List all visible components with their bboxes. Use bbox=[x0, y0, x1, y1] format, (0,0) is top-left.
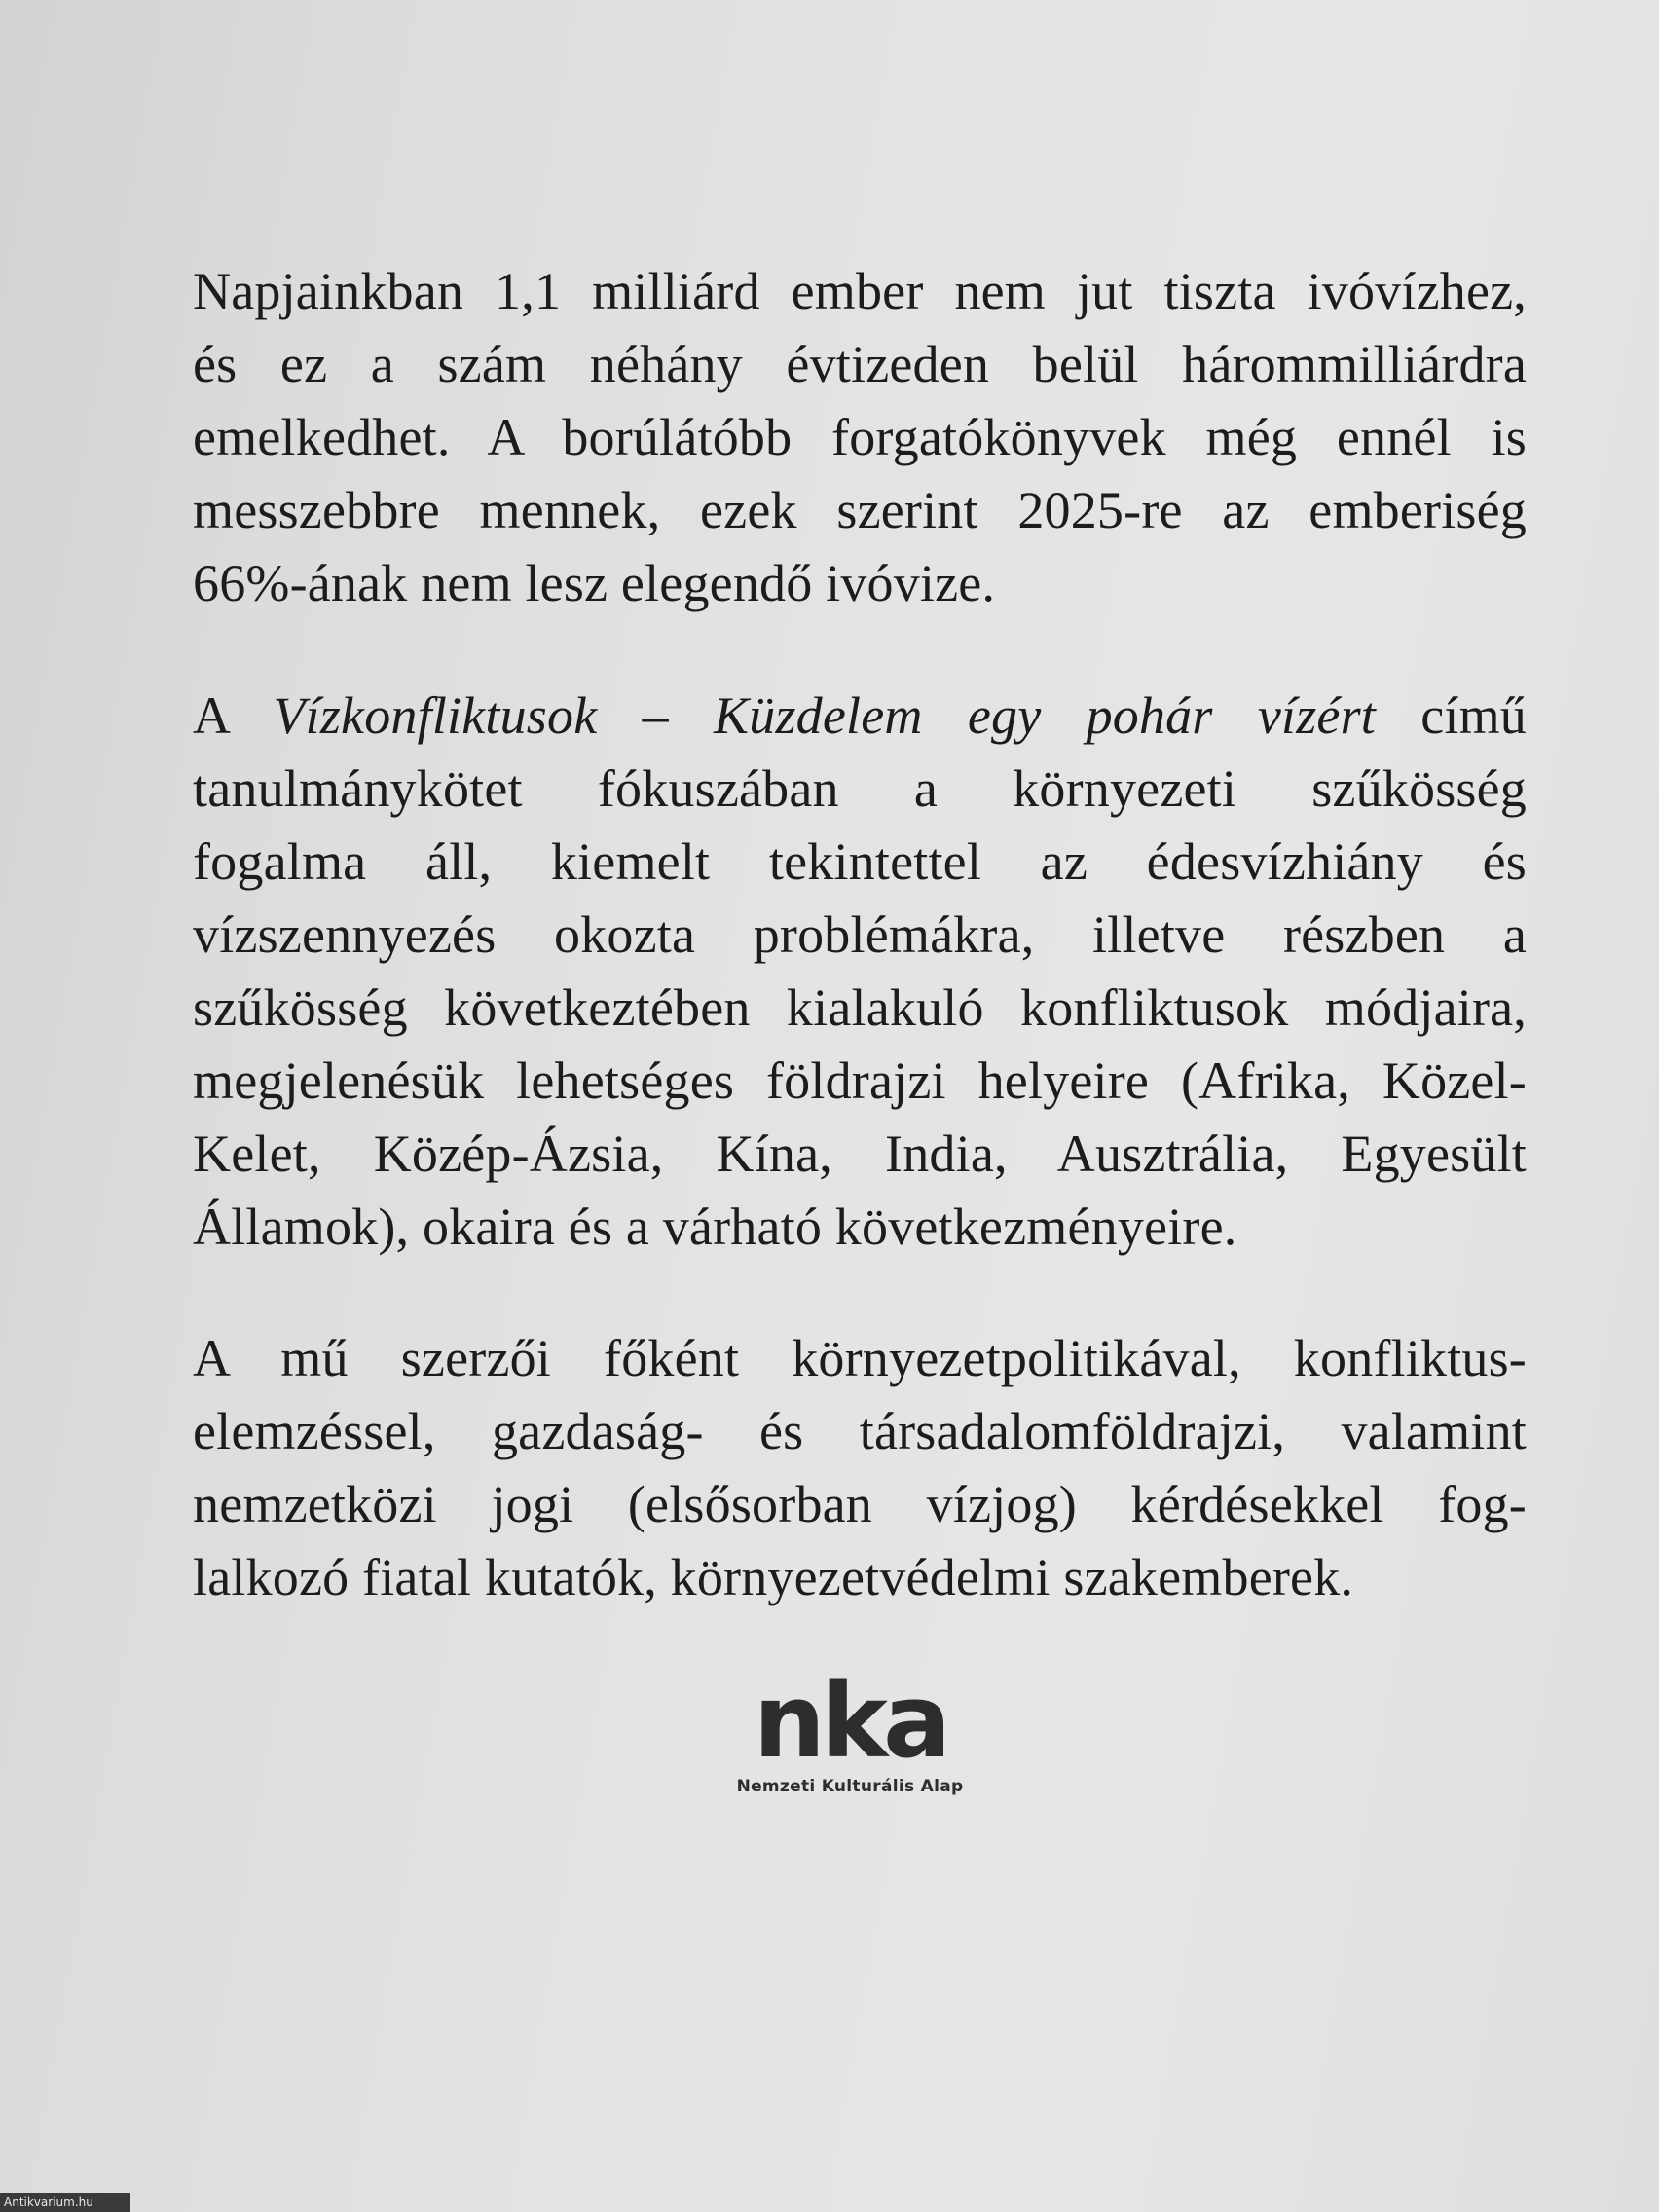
text-line: megjelenésük lehetséges földrajzi helyeire (Afrika, Közel- bbox=[193, 1051, 1527, 1110]
text-line: lalkozó fiatal kutatók, környezetvédelmi szakemberek. bbox=[193, 1548, 1354, 1606]
text-line: Napjainkban 1,1 milliárd ember nem jut tiszta ivóvízhez, bbox=[193, 262, 1527, 320]
logo-mark: nka bbox=[753, 1662, 947, 1781]
text-fragment: A bbox=[193, 686, 274, 745]
text-line: Kelet, Közép-Ázsia, Kína, India, Ausztrália, Egyesült bbox=[193, 1124, 1527, 1183]
source-watermark: Antikvarium.hu bbox=[0, 2193, 130, 2212]
logo-name: Nemzeti Kulturális Alap bbox=[736, 1777, 964, 1796]
text-line: szűkösség következtében kialakuló konfliktusok módjaira, bbox=[193, 978, 1527, 1037]
paragraph-authors bbox=[193, 1322, 1527, 1614]
text-line: elemzéssel, gazdaság- és társadalomföldrajzi, valamint bbox=[193, 1402, 1527, 1460]
text-line-with-title bbox=[193, 680, 1527, 753]
text-line: tanulmánykötet fókuszában a környezeti szűkösség bbox=[193, 759, 1527, 818]
paragraph-intro bbox=[193, 255, 1527, 620]
nka-logo bbox=[728, 1662, 972, 1797]
text-line: Államok), okaira és a várható következményeire. bbox=[193, 1198, 1237, 1256]
text-line: fogalma áll, kiemelt tekintettel az édesvízhiány és bbox=[193, 832, 1527, 891]
text-line: és ez a szám néhány évtizeden belül hárommilliárdra bbox=[193, 335, 1527, 393]
text-line: vízszennyezés okozta problémákra, illetve részben a bbox=[193, 905, 1527, 964]
text-line: 66%-ának nem lesz elegendő ivóvize. bbox=[193, 554, 996, 612]
paragraph-book-description bbox=[193, 680, 1527, 1264]
text-line: nemzetközi jogi (elsősorban vízjog) kérdésekkel fog- bbox=[193, 1475, 1527, 1533]
text-line: A mű szerzői főként környezetpolitikával, konfliktus- bbox=[193, 1329, 1527, 1387]
text-fragment: című bbox=[1376, 686, 1527, 745]
text-line: messzebbre mennek, ezek szerint 2025-re az emberiség bbox=[193, 481, 1527, 539]
text-line: emelkedhet. A borúlátóbb forgatókönyvek még ennél is bbox=[193, 408, 1527, 466]
book-title: Vízkonfliktusok – Küzdelem egy pohár vízért bbox=[273, 686, 1376, 745]
